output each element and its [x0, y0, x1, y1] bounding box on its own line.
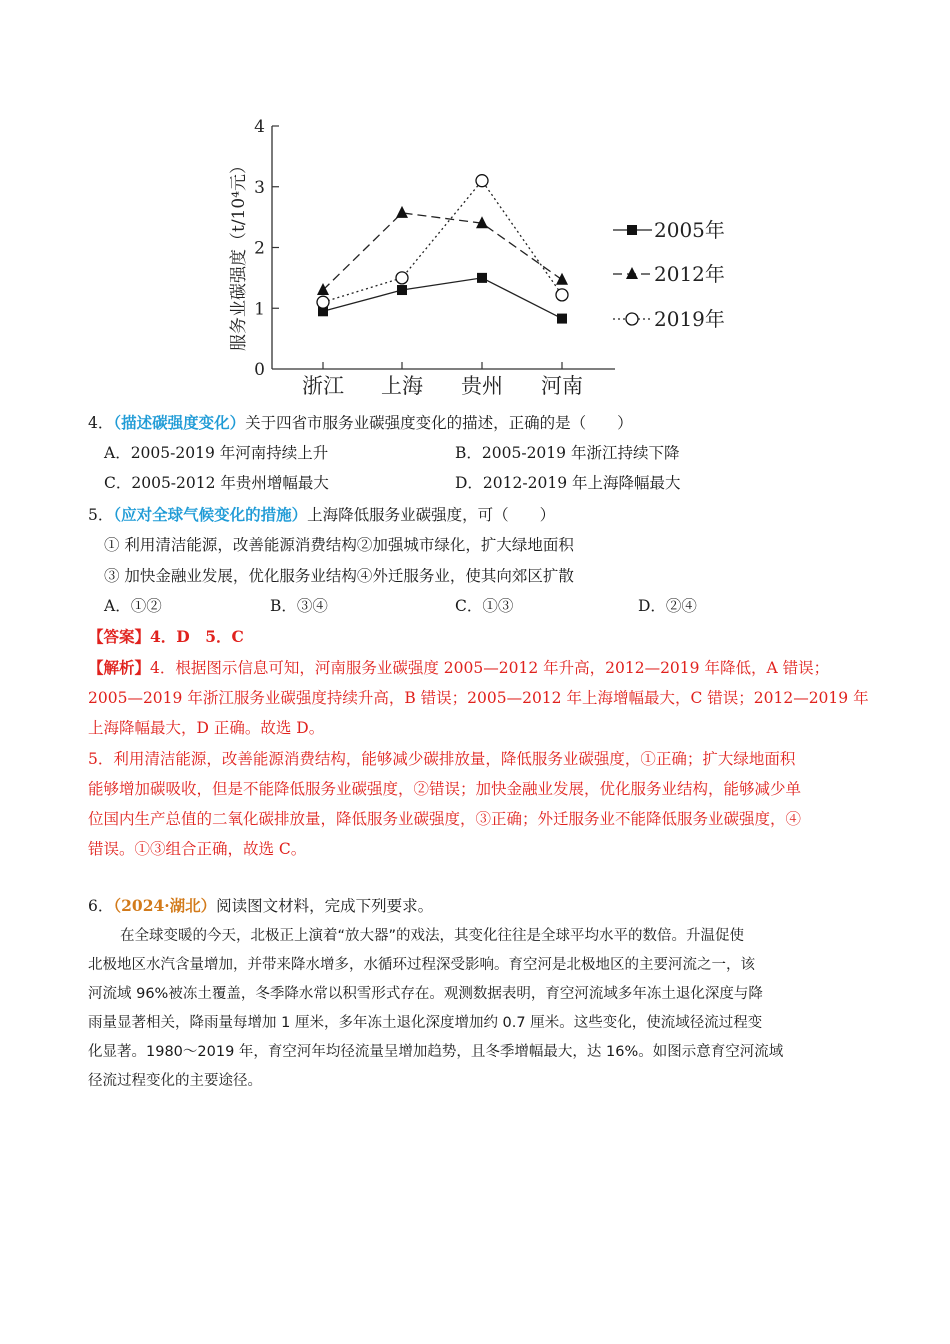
q4-option-b: B．2005-2019 年浙江持续下降	[455, 444, 680, 462]
legend-item	[613, 307, 725, 331]
marker-triangle	[317, 283, 329, 295]
marker-circle	[476, 175, 488, 187]
y-tick-label: 0	[254, 360, 265, 380]
q5-option-b: B．③④	[270, 597, 328, 615]
analysis-q5-line-4: 错误。①③组合正确，故选 C。	[88, 840, 307, 858]
q6-material-line-4: 雨量显著相关，降雨量每增加 1 厘米，多年冻土退化深度增加约 0.7 厘米。这些变化，使流域径流过程变	[88, 1015, 763, 1031]
q4-stem: 4．（描述碳强度变化）关于四省市服务业碳强度变化的描述，正确的是（ ）	[88, 413, 633, 432]
q5-option-c: C．①③	[455, 597, 514, 615]
q5-option-d: D．②④	[638, 597, 697, 615]
legend-label: 2012年	[654, 262, 725, 286]
series-2	[317, 175, 568, 308]
analysis-q5-line-2: 能够增加碳吸收，但是不能降低服务业碳强度，②错误；加快金融业发展，优化服务业结构，能够减少单	[88, 780, 802, 798]
q6-stem: 6．（2024·湖北）阅读图文材料，完成下列要求。	[88, 896, 434, 915]
x-category-label: 贵州	[461, 374, 503, 398]
marker-square	[627, 225, 637, 235]
series-group	[317, 175, 568, 324]
x-category-label: 浙江	[302, 374, 344, 398]
q4-option-d: D．2012-2019 年上海降幅最大	[455, 474, 681, 492]
series-line	[323, 278, 562, 319]
series-0	[318, 273, 567, 324]
analysis-q5-line-1: 5．利用清洁能源，改善能源消费结构，能够减少碳排放量，降低服务业碳强度，①正确；扩大绿地面积	[88, 750, 796, 768]
q6-material-line-2: 北极地区水汽含量增加，并带来降水增多，水循环过程深受影响。育空河是北极地区的主要河流之一，该	[88, 957, 755, 973]
q6-material-line-1: 在全球变暖的今天，北极正上演着“放大器”的戏法，其变化往往是全球平均水平的数倍。升温促使	[120, 928, 745, 944]
legend-label: 2019年	[654, 307, 725, 331]
q4-option-a: A．2005-2019 年河南持续上升	[104, 444, 329, 462]
marker-circle	[556, 289, 568, 301]
answer-line: 【答案】4．D 5．C	[88, 627, 244, 646]
x-category-label: 上海	[381, 374, 423, 398]
marker-triangle	[626, 267, 638, 279]
q5-statements-3-4: ③ 加快金融业发展，优化服务业结构④外迁服务业，使其向郊区扩散	[104, 567, 574, 585]
y-tick-label: 3	[254, 177, 265, 198]
q6-material-line-3: 河流域 96%被冻土覆盖，冬季降水常以积雪形式存在。观测数据表明，育空河流域多年冻土退化深度与降	[88, 986, 763, 1002]
marker-circle	[317, 296, 329, 308]
marker-square	[397, 285, 407, 295]
q5-stem: 5．（应对全球气候变化的措施）上海降低服务业碳强度，可（ ）	[88, 505, 556, 524]
series-1	[317, 206, 568, 295]
y-ticks	[254, 117, 279, 380]
x-category-label: 河南	[541, 374, 583, 398]
carbon-intensity-chart	[220, 112, 740, 402]
analysis-q5-line-3: 位国内生产总值的二氧化碳排放量，降低服务业碳强度，③正确；外迁服务业不能降低服务业碳强度，④	[88, 810, 802, 828]
marker-triangle	[556, 273, 568, 285]
q6-material-line-6: 径流过程变化的主要途径。	[88, 1073, 262, 1089]
marker-square	[477, 273, 487, 283]
x-categories	[302, 362, 583, 398]
marker-square	[557, 314, 567, 324]
q6-material-line-5: 化显著。1980～2019 年，育空河年均径流量呈增加趋势，且冬季增幅最大，达 16%。如图示意育空河流域	[88, 1044, 784, 1060]
legend-item	[613, 218, 725, 242]
analysis-line-3: 上海降幅最大，D 正确。故选 D。	[88, 719, 325, 737]
analysis-line-1: 【解析】4．根据图示信息可知，河南服务业碳强度 2005—2012 年升高，2012—2019 年降低，A 错误；	[88, 658, 830, 677]
y-tick-label: 2	[254, 238, 265, 259]
y-axis-label: 服务业碳强度（t/10⁴元）	[229, 156, 249, 352]
legend-label: 2005年	[654, 218, 725, 242]
y-tick-label: 1	[254, 299, 265, 320]
chart-axes	[272, 126, 615, 369]
chart-legend	[613, 218, 725, 331]
q5-statements-1-2: ① 利用清洁能源，改善能源消费结构②加强城市绿化，扩大绿地面积	[104, 536, 574, 554]
q5-option-a: A．①②	[104, 597, 162, 615]
analysis-line-2: 2005—2019 年浙江服务业碳强度持续升高，B 错误；2005—2012 年上海增幅最大，C 错误；2012—2019 年	[88, 689, 869, 707]
marker-triangle	[396, 206, 408, 218]
series-line	[323, 213, 562, 290]
q4-option-c: C．2005-2012 年贵州增幅最大	[104, 474, 329, 492]
marker-circle	[396, 272, 408, 284]
y-tick-label: 4	[254, 117, 265, 137]
legend-item	[613, 262, 725, 286]
marker-circle	[626, 313, 638, 325]
